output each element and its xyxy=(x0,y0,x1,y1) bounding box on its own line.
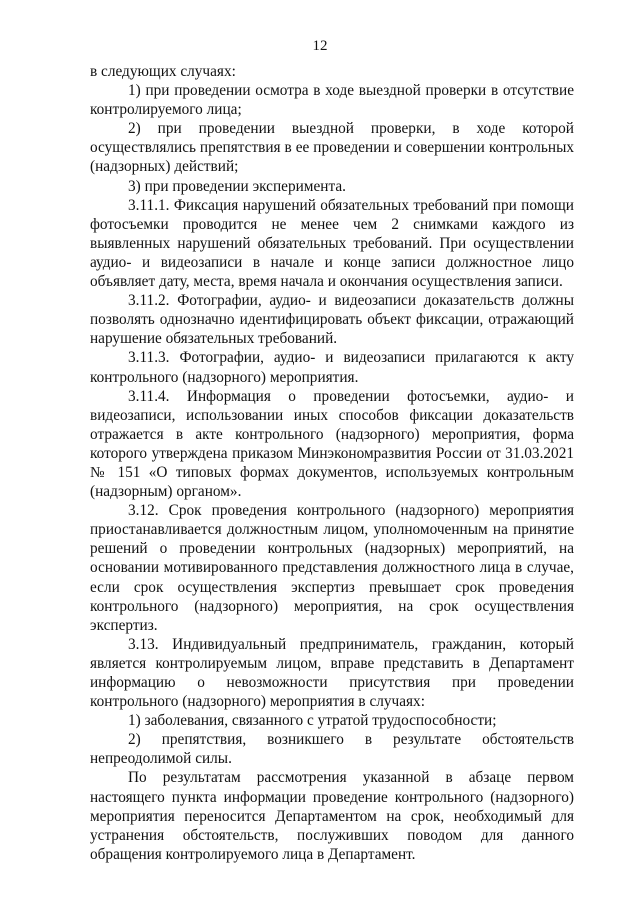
closing-paragraph: По результатам рассмотрения указанной в абзаце первом настоящего пункта информации проведение контрольного (надзорного) мероприятия переносится Департаментом на срок, необходимый для устранения обстоятельств, послуживших поводом для данного обращения контролируемого лица в Департамент. xyxy=(90,769,574,863)
paragraph-continuation: в следующих случаях: xyxy=(90,63,236,80)
clause-3-11-4: 3.11.4. Информация о проведении фотосъемки, аудио- и видеозаписи, использовании иных способов фиксации доказательств отражается в акте контрольного (надзорного) мероприятия, форма которого утверждена приказом Минэкономразвития России от 31.03.2021 № 151 «О типовых формах документов, используемых контрольным (надзорным) органом». xyxy=(90,387,574,501)
case-item-2: 2) препятствия, возникшего в результате обстоятельств непреодолимой силы. xyxy=(90,731,574,768)
list-item-2: 2) при проведении выездной проверки, в ходе которой осуществлялись препятствия в ее проведении и совершении контрольных (надзорных) действий; xyxy=(90,120,574,176)
list-item-3: 3) при проведении эксперимента. xyxy=(128,177,346,195)
clause-3-11-3: 3.11.3. Фотографии, аудио- и видеозаписи прилагаются к акту контрольного (надзорного) мероприятия. xyxy=(90,349,574,386)
list-item-1: 1) при проведении осмотра в ходе выездной проверки в отсутствие контролируемого лица; xyxy=(90,82,574,119)
document-body xyxy=(90,62,574,864)
page-number: 12 xyxy=(312,38,328,54)
clause-3-11-1: 3.11.1. Фиксация нарушений обязательных требований при помощи фотосъемки проводится не менее чем 2 снимками каждого из выявленных нарушений обязательных требований. При осуществлении аудио- и видеозаписи в начале и конце записи должностное лицо объявляет дату, места, время начала и окончания осуществления записи. xyxy=(90,196,574,291)
clause-3-11-2: 3.11.2. Фотографии, аудио- и видеозаписи доказательств должны позволять однозначно идентифицировать объект фиксации, отражающий нарушение обязательных требований. xyxy=(90,292,574,348)
case-item-1: 1) заболевания, связанного с утратой трудоспособности; xyxy=(128,712,497,730)
clause-3-13: 3.13. Индивидуальный предприниматель, гражданин, который является контролируемым лицом, вправе представить в Департамент информацию о невозможности присутствия при проведении контрольного (надзорного) мероприятия в случаях: xyxy=(90,635,574,711)
clause-3-12: 3.12. Срок проведения контрольного (надзорного) мероприятия приостанавливается должностным лицом, уполномоченным на принятие решений о проведении контрольных (надзорных) мероприятий, на основании мотивированного представления должностного лица в случае, если срок осуществления экспертиз превышает срок проведения контрольного (надзорного) мероприятия, на срок осуществления экспертиз. xyxy=(90,502,574,634)
